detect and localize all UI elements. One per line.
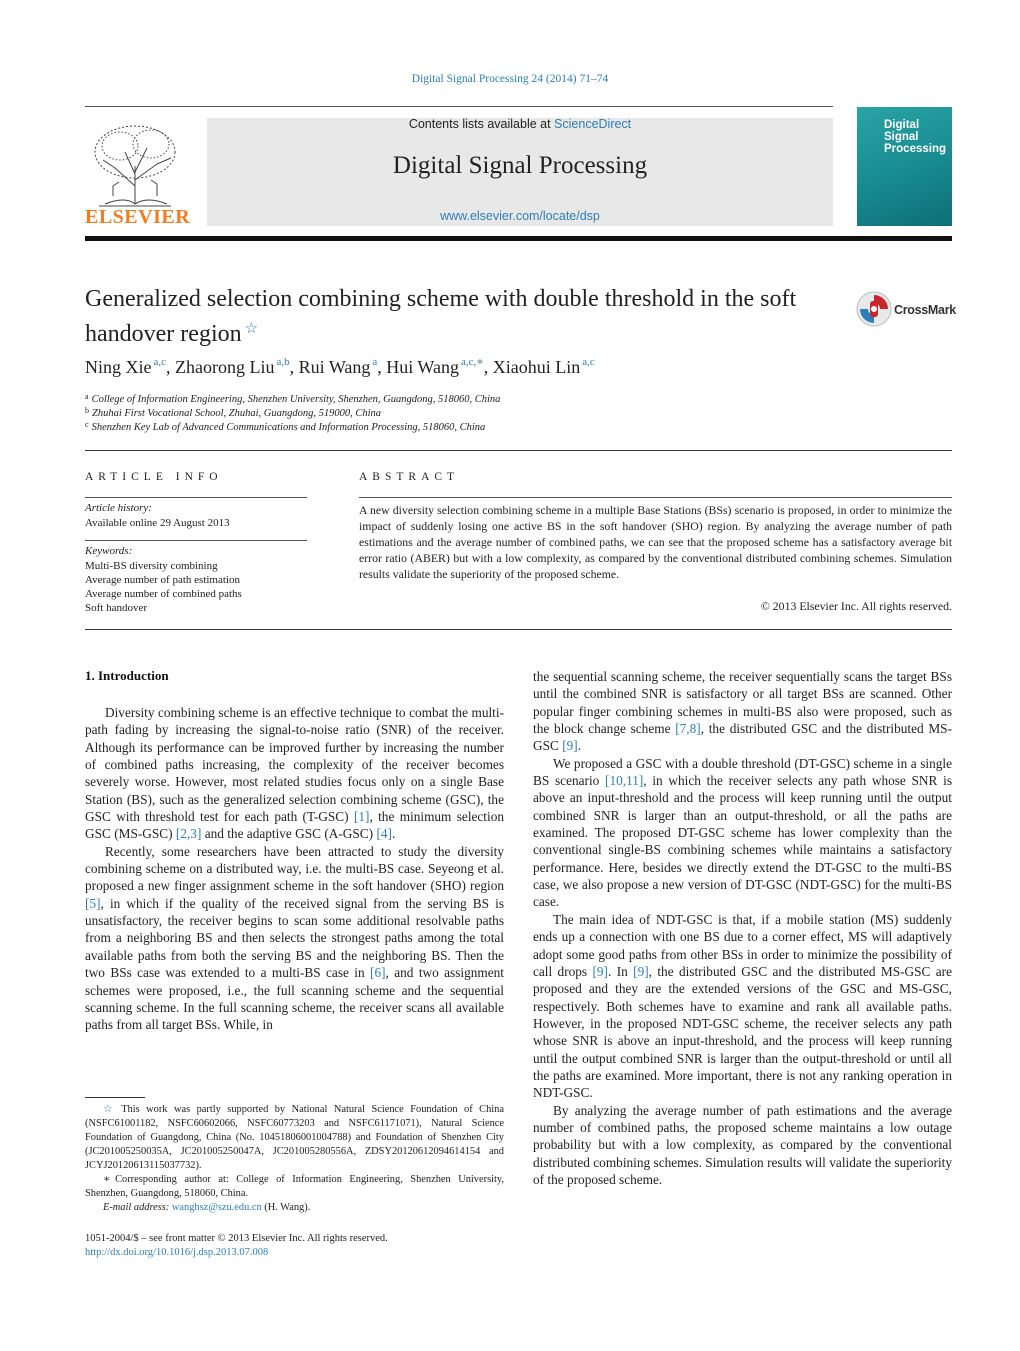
cover-title: Digital Signal Processing	[884, 119, 946, 155]
article-history-label: Article history:	[85, 502, 152, 514]
author-affiliation-marker[interactable]: a	[372, 356, 378, 368]
affiliation-a	[85, 392, 500, 405]
text-run: , the distributed GSC and the distributed MS-GSC are proposed and they are the extended versions of the GSC and MS-GSC, respectively. Both schemes have to examine and rank all available paths. However, in the proposed NDT-GSC scheme, the receiver selects any path whose SNR is above an input-threshold, and the process will keep running until the output combined SNR is larger than the output-threshold or until all the paths are examined. More important, there is not any ranking operation in NDT-GSC.	[533, 963, 952, 1101]
paragraph	[533, 668, 952, 755]
issn-line: 1051-2004/$ – see front matter © 2013 Elsevier Inc. All rights reserved.	[85, 1233, 388, 1244]
affiliation-key: c	[85, 420, 89, 429]
citation-link[interactable]: [1]	[353, 809, 370, 825]
author-name: Rui Wang	[298, 357, 371, 377]
article-info-rule	[85, 497, 307, 498]
text-run: , and two assignment schemes were proposed, i.e., the full scanning scheme and the sequential scanning scheme. In the full scanning scheme, the receiver scans all available paths from all target BSs. While, in	[85, 965, 504, 1033]
article-title	[85, 284, 845, 349]
header-thick-rule	[85, 236, 952, 241]
journal-title: Digital Signal Processing	[392, 152, 648, 179]
corresponding-author-footnote	[85, 1173, 504, 1201]
sciencedirect-link[interactable]: ScienceDirect	[554, 117, 632, 131]
citation-link[interactable]: [9]	[592, 963, 608, 979]
abstract-rule	[359, 497, 952, 498]
abstract-label: ABSTRACT	[359, 471, 460, 483]
text-run: . In	[608, 963, 634, 979]
email-footnote	[85, 1201, 504, 1215]
author-affiliation-marker[interactable]: a,c,∗	[460, 356, 484, 368]
affiliation-key: b	[85, 406, 89, 415]
citation-link[interactable]: [6]	[370, 965, 386, 981]
text-run: , the distributed GSC and the distributed MS-GSC	[533, 721, 953, 754]
contents-prefix: Contents lists available at	[408, 117, 555, 131]
author-name: Ning Xie	[85, 357, 152, 377]
email-label: E-mail address:	[103, 1202, 170, 1213]
abstract-copyright: © 2013 Elsevier Inc. All rights reserved.	[760, 599, 952, 613]
author-separator: ,	[166, 357, 176, 377]
text-run: Diversity combining scheme is an effective technique to combat the multi-path fading by increasing the signal-to-noise ratio (SNR) of the receiver. Although its performance can be improved further by increasing the number of combined paths increasing, the complexity of the receiver becomes severely worse. However, most related studies focus only on a single Base Station (BS), such as the generalized selection combining scheme (GSC), the GSC with threshold test for each path (T-GSC)	[85, 705, 504, 825]
keywords-label: Keywords:	[85, 545, 133, 557]
right-column	[533, 668, 952, 1188]
affiliation-text: Shenzhen Key Lab of Advanced Communications and Information Processing, 518060, China	[91, 422, 486, 433]
footnote-text: This work was partly supported by National Natural Science Foundation of China (NSFC61001182, NSFC60602066, NSFC60773203 and NSFC61171071), Natural Science Foundation of Guangdong, China (No. 10451806001004788) and Foundation of Shenzhen City (JC201005250035A, JC201005250047A, JC201005280556A, ZDSY20120612094614154 and JCYJ20120613115037732).	[85, 1104, 504, 1171]
affiliation-text: College of Information Engineering, Shenzhen University, Shenzhen, Guangdong, 518060, China	[91, 394, 501, 405]
author-affiliation-marker[interactable]: a,c	[153, 356, 167, 368]
footnote-text: Corresponding author at: College of Information Engineering, Shenzhen University, Shenzhen, Guangdong, 518060, China.	[85, 1174, 504, 1199]
section-heading-introduction: 1. Introduction	[85, 668, 169, 683]
paragraph	[85, 843, 504, 1034]
citation-link[interactable]: [9]	[562, 738, 578, 754]
section-rule	[85, 629, 952, 630]
crossmark-label[interactable]: CrossMark	[894, 303, 956, 317]
citation-link[interactable]: [9]	[633, 963, 649, 979]
text-run: The main idea of NDT-GSC is that, if a mobile station (MS) suddenly ends up a connection with one BS due to a corner effect, MS will adaptively adopt some good paths from other BSs in order to minimize the possibility of call drops	[533, 911, 952, 979]
citation-link[interactable]: [7,8]	[675, 721, 701, 737]
article-info-rule	[85, 540, 307, 541]
email-link[interactable]: wanghsz@szu.edu.cn	[171, 1202, 262, 1213]
paragraph: By analyzing the average number of path estimations and the average number of combined paths, the proposed scheme maintains a low outage probability but with a low complexity, as compared by the conventional distributed combining schemes. Simulation results will validate the superiority of the proposed scheme.	[533, 1102, 952, 1187]
text-run: the sequential scanning scheme, the receiver sequentially scans the target BSs until the combined SNR is satisfactory or all target BSs are scanned. Other popular finger combining schemes in multi-BS also were proposed, such as the block change scheme	[533, 669, 952, 737]
article-info-label: ARTICLE INFO	[85, 471, 223, 483]
affiliation-text: Zhuhai First Vocational School, Zhuhai, Guangdong, 519000, China	[92, 408, 382, 419]
funding-footnote	[85, 1103, 504, 1173]
affiliation-c	[85, 420, 485, 433]
author-separator: ,	[377, 357, 387, 377]
citation-link[interactable]: [2,3]	[175, 826, 202, 842]
author-separator: ,	[289, 357, 299, 377]
citation-link[interactable]: [5]	[85, 895, 101, 911]
available-online-date: Available online 29 August 2013	[85, 517, 230, 529]
paragraph	[533, 911, 952, 1102]
text-run: .	[391, 826, 396, 842]
text-run: , in which the receiver selects any path whose SNR is above an input-threshold and the process will keep running until the output combined SNR is larger than an output-threshold, or all the paths are examined. The proposed DT-GSC scheme has lower complexity than the conventional single-BS combining schemes while maintains a satisfactory performance. Here, besides we directly extend the DT-GSC to the multi-BS case, we also propose a new version of DT-GSC (NDT-GSC) for the multi-BS case.	[533, 773, 952, 910]
contents-line	[207, 117, 833, 131]
keyword: Average number of path estimation	[85, 574, 240, 586]
affiliation-key: a	[85, 392, 89, 401]
footnotes	[85, 1103, 504, 1215]
keyword: Soft handover	[85, 602, 148, 614]
doi-link[interactable]: http://dx.doi.org/10.1016/j.dsp.2013.07.008	[85, 1247, 269, 1258]
author-name: Zhaorong Liu	[175, 357, 275, 377]
text-run: We proposed a GSC with a double threshold (DT-GSC) scheme in a single BS scenario	[533, 755, 952, 789]
email-owner: (H. Wang).	[264, 1202, 311, 1213]
footnote-asterisk-icon: ∗	[103, 1174, 111, 1185]
text-run: .	[577, 738, 582, 754]
author-list	[85, 355, 595, 378]
abstract-text: A new diversity selection combining scheme in a multiple Base Stations (BSs) scenario is proposed, in order to minimize the impact of suddenly losing one active BS in the soft handover (SHO) region. By analyzing the average number of path estimations and the average number of combined paths, we can see that the proposed scheme has a satisfactory average bit error ratio (ABER) but with a low complexity, as compared by the conventional distributed combining schemes. Simulation results validate the superiority of the proposed scheme.	[359, 503, 952, 581]
author-affiliation-marker[interactable]: a,b	[276, 356, 290, 368]
left-column	[85, 704, 504, 1034]
text-run: Recently, some researchers have been attracted to study the diversity combining scheme on a distributed way, i.e. the multi-BS case. Seyeong et al. proposed a new finger assignment scheme in the soft handover (SHO) region	[85, 843, 504, 894]
section-rule	[85, 450, 952, 451]
author-name: Xiaohui Lin	[492, 357, 581, 377]
keyword: Average number of combined paths	[85, 588, 242, 600]
crossmark-icon[interactable]	[856, 291, 892, 327]
author-affiliation-marker[interactable]: a,c	[582, 356, 595, 368]
author-name: Hui Wang	[386, 357, 459, 377]
title-footnote-star-icon[interactable]: ☆	[244, 321, 259, 337]
paragraph	[533, 755, 952, 911]
text-run: and the adaptive GSC (A-GSC)	[201, 826, 377, 842]
affiliation-b	[85, 406, 381, 419]
footnote-star-icon: ☆	[103, 1104, 117, 1115]
paragraph	[85, 704, 504, 843]
citation-link[interactable]: [4]	[376, 826, 392, 842]
footnote-rule	[85, 1097, 145, 1098]
journal-reference[interactable]: Digital Signal Processing 24 (2014) 71–74	[411, 73, 609, 85]
journal-url-link[interactable]: www.elsevier.com/locate/dsp	[440, 209, 600, 223]
citation-link[interactable]: [10,11]	[605, 773, 644, 789]
author-separator: ,	[483, 357, 493, 377]
text-run: , in which if the quality of the received signal from the serving BS is unsatisfactory, the receiver begins to scan some additional resolvable paths from a neighboring BS and then selects the strongest paths among the total available paths from both the serving BS and the neighboring BS. Then the two BSs case was extended to a multi-BS case in	[85, 895, 504, 981]
keyword: Multi-BS diversity combining	[85, 560, 218, 572]
top-rule	[85, 106, 833, 107]
elsevier-wordmark: ELSEVIER	[85, 206, 191, 228]
article-title-text: Generalized selection combining scheme with double threshold in the soft handover region	[85, 286, 797, 347]
text-run: , the minimum selection GSC (MS-GSC)	[85, 809, 504, 842]
